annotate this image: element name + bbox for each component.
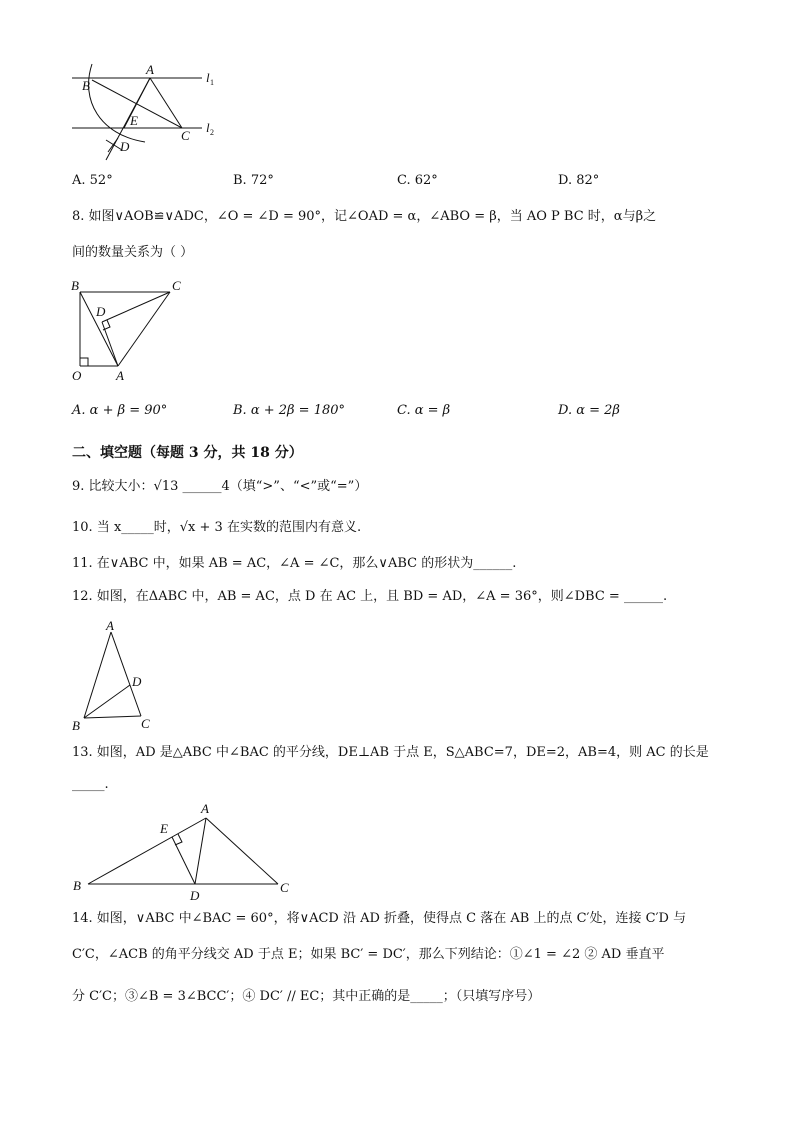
fig8-label-O: O: [72, 368, 82, 383]
fig7-label-A: A: [146, 62, 154, 77]
fig12-label-C: C: [141, 716, 150, 731]
fig13-label-C: C: [280, 880, 289, 895]
q12-text: 12. 如图，在ΔABC 中，AB = AC，点 D 在 AC 上，且 BD = AD，∠A = 36°，则∠DBC = ______.: [72, 589, 668, 604]
fig12-label-D: D: [132, 674, 142, 689]
fig13-label-D: D: [190, 888, 200, 903]
fig7-label-D: D: [120, 139, 130, 154]
section-heading: 二、填空题（每题 3 分，共 18 分）: [72, 445, 303, 461]
fig8-label-B: B: [71, 278, 79, 293]
q7-option-d: D. 82°: [558, 173, 600, 188]
q8-option-c: C. α = β: [397, 403, 451, 418]
q8-option-b: B. α + 2β = 180°: [233, 403, 346, 418]
fig8-label-A: A: [116, 368, 124, 383]
q8-option-a: A. α + β = 90°: [72, 403, 168, 418]
q10-text: 10. 当 x_____时，√x + 3 在实数的范围内有意义.: [72, 520, 362, 535]
q8-text-line2: 间的数量关系为（ ）: [72, 245, 194, 260]
fig13-label-B: B: [73, 878, 81, 893]
fig7-label-l1-sub: 1: [210, 78, 214, 87]
q8-option-d: D. α = 2β: [558, 403, 620, 418]
fig7-label-l2: l: [206, 120, 210, 135]
fig12-label-B: B: [72, 718, 80, 733]
q9-text: 9. 比较大小：√13 ______4（填“>”、“<”或“=”）: [72, 479, 368, 494]
q13-text-line1: 13. 如图，AD 是△ABC 中∠BAC 的平分线，DE⊥AB 于点 E，S△ABC=7，DE=2，AB=4，则 AC 的长是: [72, 745, 709, 760]
fig8-label-C: C: [172, 278, 181, 293]
fig7-label-l1: l: [206, 70, 210, 85]
q7-option-a: A. 52°: [72, 173, 113, 188]
fig7-label-E: E: [130, 113, 138, 128]
fig8-label-D: D: [96, 304, 106, 319]
q13-text-line2: _____.: [72, 777, 109, 792]
q11-text: 11. 在∨ABC 中，如果 AB = AC，∠A = ∠C，那么∨ABC 的形状为______.: [72, 556, 517, 571]
fig12-label-A: A: [106, 618, 114, 633]
fig13-label-A: A: [201, 801, 209, 816]
fig7-label-C: C: [181, 128, 190, 143]
q14-text-line3: 分 C′C；③∠B = 3∠BCC′；④ DC′ // EC；其中正确的是_____；（只填写序号）: [72, 989, 541, 1004]
fig7-label-B: B: [82, 78, 90, 93]
q8-text-line1: 8. 如图∨AOB≌∨ADC，∠O = ∠D = 90°，记∠OAD = α，∠ABO = β，当 AO P BC 时，α与β之: [72, 209, 657, 224]
q14-text-line2: C′C，∠ACB 的角平分线交 AD 于点 E；如果 BC′ = DC′，那么下列结论：①∠1 = ∠2 ② AD 垂直平: [72, 947, 665, 962]
q14-text-line1: 14. 如图，∨ABC 中∠BAC = 60°，将∨ACD 沿 AD 折叠，使得点 C 落在 AB 上的点 C′处，连接 C′D 与: [72, 911, 687, 926]
q7-option-c: C. 62°: [397, 173, 438, 188]
q7-option-b: B. 72°: [233, 173, 274, 188]
fig13-label-E: E: [160, 821, 168, 836]
fig7-label-l2-sub: 2: [210, 128, 214, 137]
